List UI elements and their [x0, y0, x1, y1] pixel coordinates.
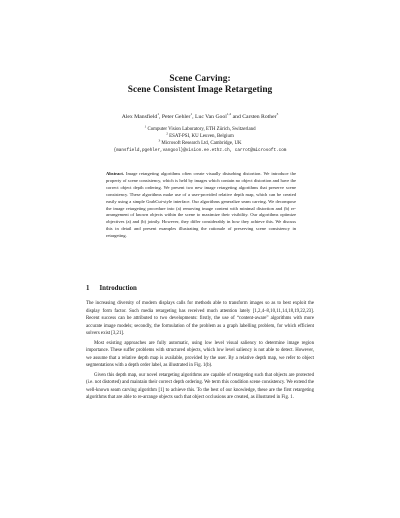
abstract-label: Abstract. [106, 171, 125, 176]
affiliation-mark: 1 [144, 124, 147, 129]
author-name: Luc Van Gool [195, 114, 227, 120]
section-heading [86, 284, 137, 293]
paper-title-line2: Scene Consistent Image Retargeting [127, 85, 273, 95]
affiliation-mark: 2 [166, 131, 168, 136]
paper-title-line1: Scene Carving: [169, 74, 231, 84]
author-separator: , [192, 114, 196, 120]
author-separator: and [231, 114, 243, 120]
abstract-text: Image retargeting algorithms often create visually disturbing distortion. We introduce the property of scene consistency, which is held by images which contain no object distortion and have the correct object depth ordering. We present two new image retargeting algorithms that preserve scene consistency. These algorithms make use of a user-provided relative depth map, which can be created easily using a simple GrabCut-style interface. Our algorithms generalize seam carving. We decompose the image retargeting procedure into (a) removing image content with minimal distortion and (b) re-arrangement of known objects within the scene to maximize their visibility. Our algorithms optimize objectives (a) and (b) jointly. However, they differ considerably in how they achieve this. We discuss this in detail and present examples illustrating the rationale of preserving scene consistency in retargeting. [106, 171, 296, 239]
author-list [0, 113, 400, 121]
section-title: Introduction [99, 285, 137, 292]
affiliation [0, 140, 400, 147]
author-emails: {mansfield,pgehler,vangool}@vision.ee.ethz.ch, carrot@microsoft.com [113, 148, 287, 153]
author-name: Alex Mansfield [121, 114, 158, 120]
body-text [86, 300, 314, 404]
author-name: Carsten Rother [242, 114, 277, 120]
section-number: 1 [86, 285, 90, 292]
body-paragraph: Given this depth map, our novel retargeting algorithms are capable of retargeting such that objects are protected (i.e. not distorted) and maintain their correct depth ordering. We term this condition scene consistency. We extend the well-known seam carving algorithm [1] to achieve this. To the best of our knowledge, these are the first retargeting algorithms that are able to re-arrange objects such that object occlusions are created, as illustrated in Fig. 1. [86, 372, 314, 401]
affiliation [0, 124, 400, 136]
author-separator: , [158, 114, 162, 120]
author-affiliation-mark: 1,2 [226, 112, 232, 117]
affiliation-text: Microsoft Research Ltd, Cambridge, UK [161, 141, 242, 146]
affiliation-text: ESAT-PSI, KU Leuven, Belgium [169, 134, 234, 139]
body-paragraph: The increasing diversity of modern displays calls for methods able to transform images so as to best exploit the display form factor. Such media retargeting has received much attention lately [1,2,4–8,10,11,14,18,19,22,23]. Recent success can be attributed to two developments: firstly, the use of “content-aware” algorithms with more accurate image models; secondly, the formulation of the problem as a graph labelling problem, for which efficient solvers exist [3,21]. [86, 301, 314, 337]
author-name: Peter Gehler [161, 114, 191, 120]
affiliation-mark: 3 [158, 138, 161, 143]
body-paragraph: Most existing approaches are fully automatic, using low level visual saliency to determine image region importance. These suffer problems with structured objects, which low level saliency is not able to detect. However, we assume that a relative depth map is available, provided by the user. By a relative depth map, we refer to object segmentations with a depth order label, as illustrated in Fig. 1(b). [86, 340, 314, 369]
affiliation-text: Computer Vision Laboratory, ETH Zürich, Switzerland [147, 127, 256, 132]
affiliation [0, 131, 400, 143]
abstract [106, 171, 296, 240]
author-affiliation-mark: 3 [276, 112, 279, 117]
author-affiliation-mark: 1 [157, 112, 159, 117]
author-affiliation-mark: 1 [190, 112, 193, 117]
